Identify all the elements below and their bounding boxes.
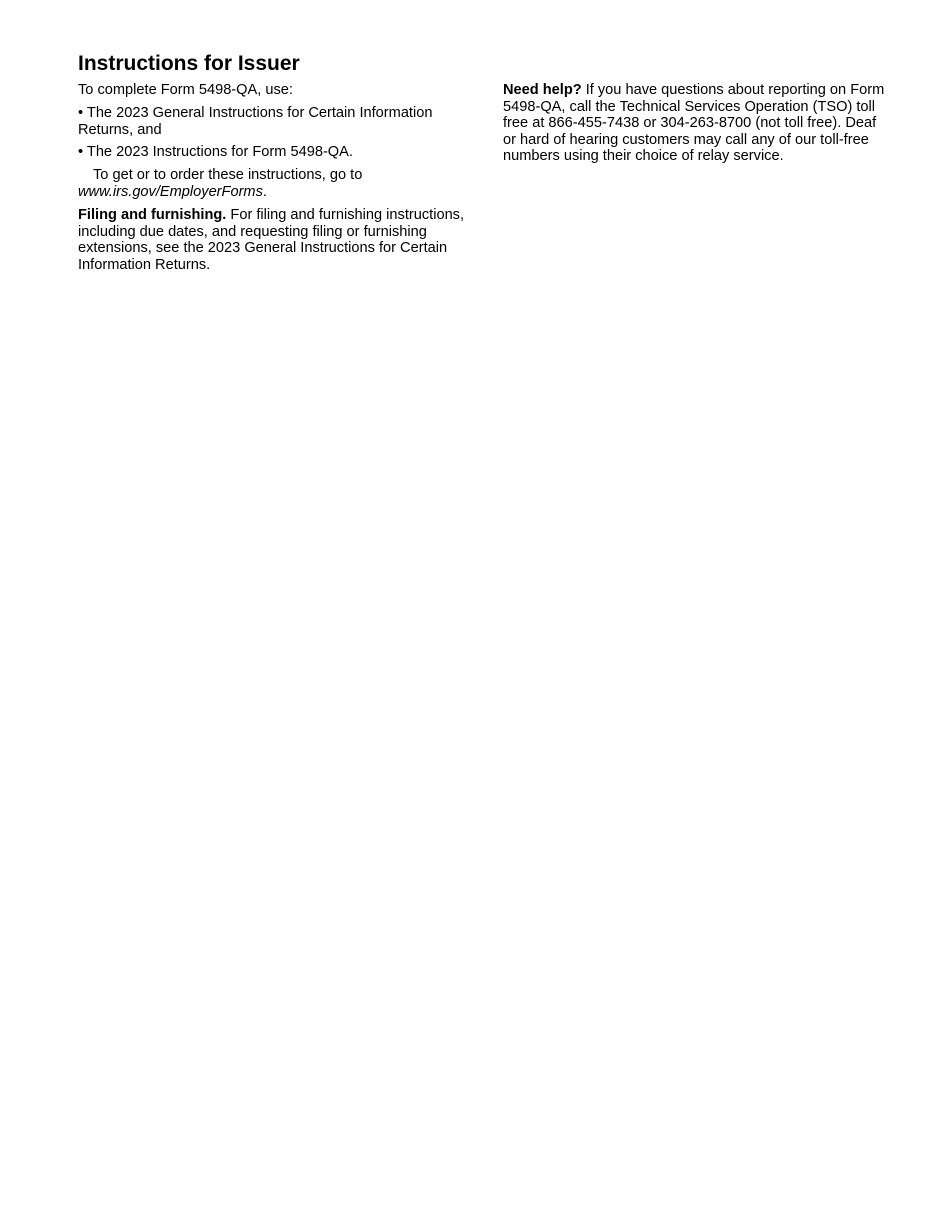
filing-heading: Filing and furnishing. [78, 207, 227, 223]
bullet-general-instructions: • The 2023 General Instructions for Certain Information Returns, and [78, 105, 433, 138]
help-text: If you have questions about reporting on Form 5498-QA, call the Technical Services Operation (TSO) toll free at 866-455-7438 or 304-263-8700 (not toll free). Deaf or hard of hearing customers may call any of our toll-free numbers using their choice of relay service. [503, 82, 885, 165]
employer-forms-link[interactable]: www.irs.gov/EmployerForms [78, 183, 263, 200]
bullet-form-instructions: • The 2023 Instructions for Form 5498-QA. [78, 144, 353, 160]
order-text: To get or to order these instructions, go to [93, 167, 363, 183]
help-paragraph [503, 82, 887, 165]
order-instructions-paragraph [78, 167, 470, 200]
order-period: . [262, 183, 267, 200]
intro-paragraph: To complete Form 5498-QA, use: [78, 82, 293, 98]
section-title: Instructions for Issuer [78, 52, 300, 75]
filing-paragraph [78, 207, 466, 273]
help-heading: Need help? [503, 82, 582, 98]
filing-text: For filing and furnishing instructions, including due dates, and requesting filing or furnishing extensions, see the 2023 General Instructions for Certain Information Returns. [78, 207, 465, 273]
